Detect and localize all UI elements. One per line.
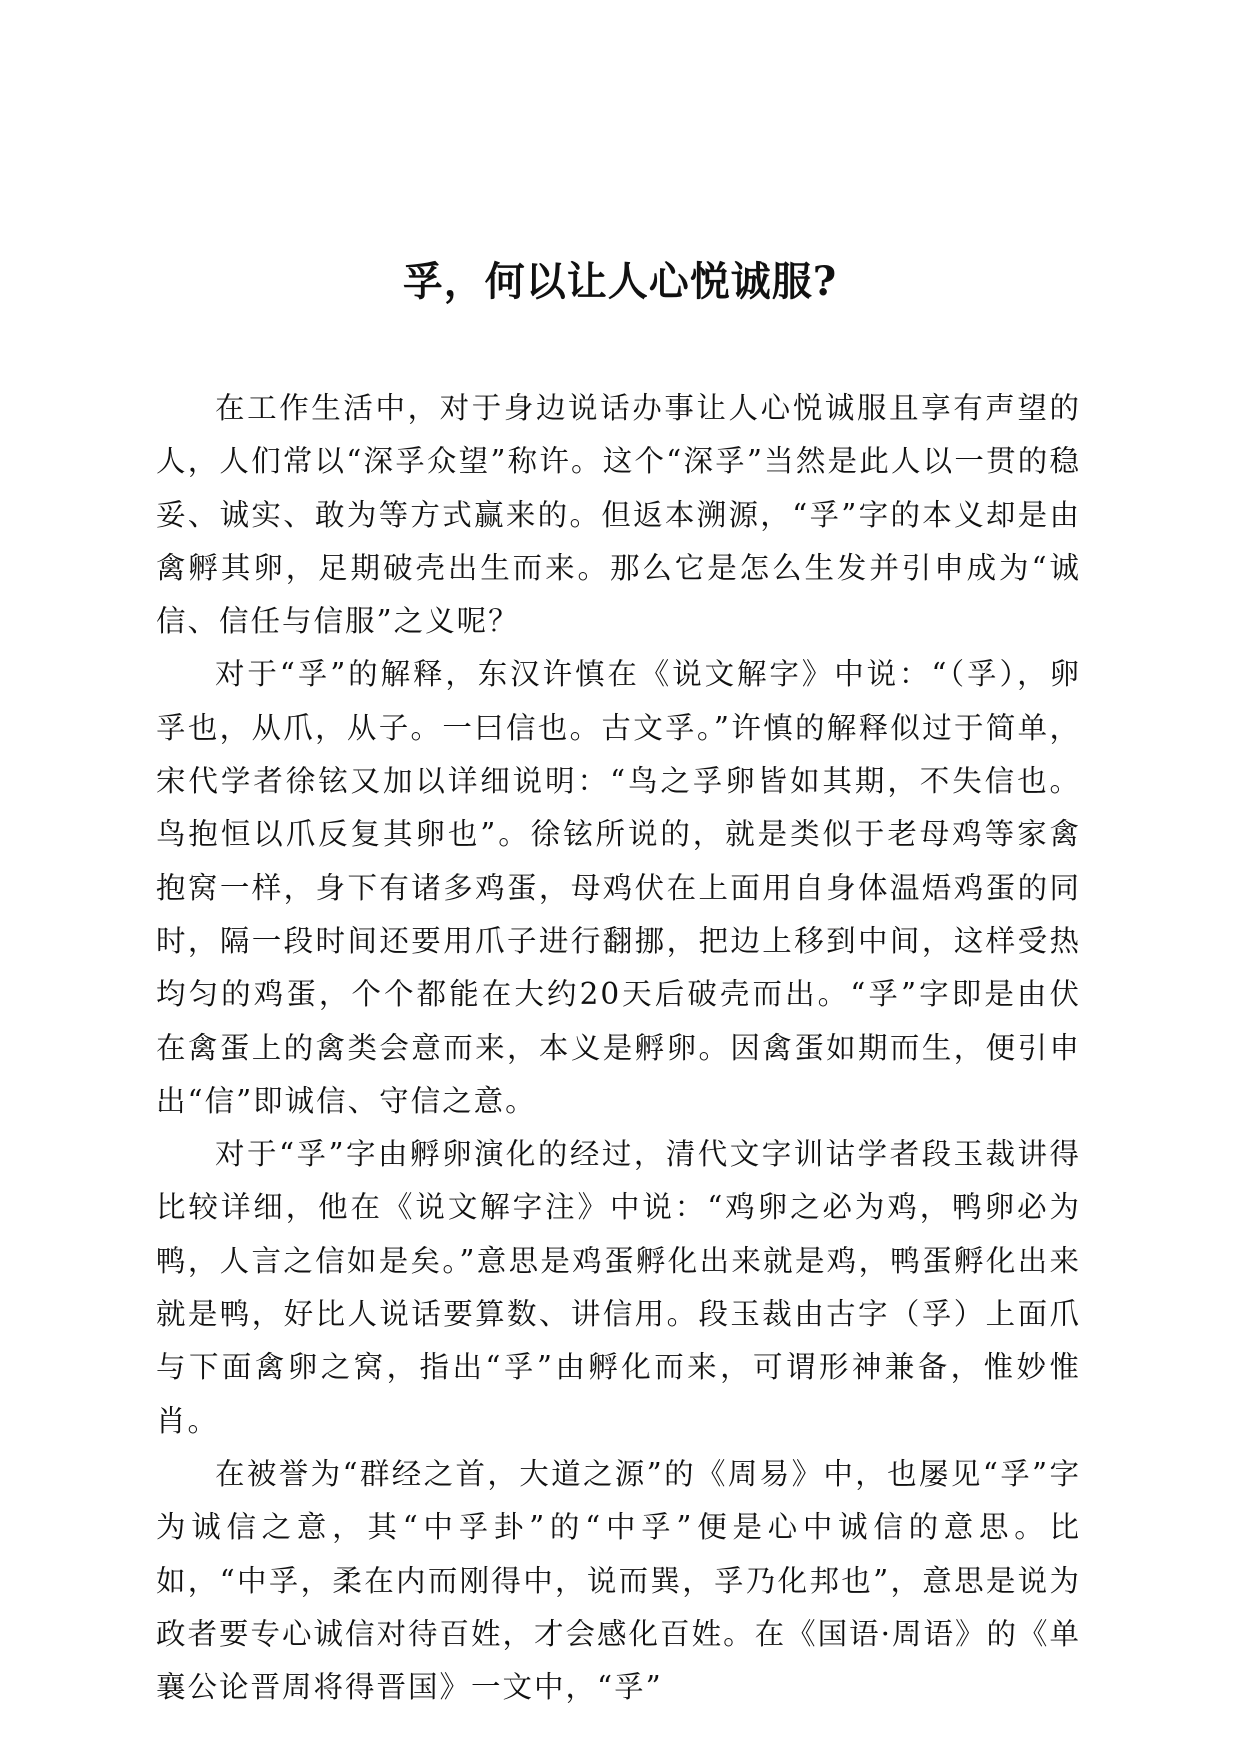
body-text <box>156 382 1081 1714</box>
paragraph-4: 在被誉为“群经之首，大道之源”的《周易》中，也屡见“孚”字为诚信之意，其“中孚卦”的“中孚”便是心中诚信的意思。比如，“中孚，柔在内而刚得中，说而巽，孚乃化邦也”，意思是说为政者要专心诚信对待百姓，才会感化百姓。在《国语·周语》的《单襄公论晋周将得晋国》一文中，“孚” <box>156 1456 1081 1705</box>
paragraph-2: 对于“孚”的解释，东汉许慎在《说文解字》中说：“（孚），卵孚也，从爪，从子。一曰信也。古文孚。”许慎的解释似过于简单，宋代学者徐铉又加以详细说明：“鸟之孚卵皆如其期，不失信也。鸟抱恒以爪反复其卵也”。徐铉所说的，就是类似于老母鸡等家禽抱窝一样，身下有诸多鸡蛋，母鸡伏在上面用自身体温焐鸡蛋的同时，隔一段时间还要用爪子进行翻挪，把边上移到中间，这样受热均匀的鸡蛋，个个都能在大约20天后破壳而出。“孚”字即是由伏在禽蛋上的禽类会意而来，本义是孵卵。因禽蛋如期而生，便引申出“信”即诚信、守信之意。 <box>156 657 1081 1118</box>
paragraph-1: 在工作生活中，对于身边说话办事让人心悦诚服且享有声望的人，人们常以“深孚众望”称许。这个“深孚”当然是此人以一贯的稳妥、诚实、敢为等方式赢来的。但返本溯源，“孚”字的本义却是由禽孵其卵，足期破壳出生而来。那么它是怎么生发并引申成为“诚信、信任与信服”之义呢？ <box>156 391 1081 639</box>
paragraph-3: 对于“孚”字由孵卵演化的经过，清代文字训诂学者段玉裁讲得比较详细，他在《说文解字注》中说：“鸡卵之必为鸡，鸭卵必为鸭，人言之信如是矣。”意思是鸡蛋孵化出来就是鸡，鸭蛋孵化出来就是鸭，好比人说话要算数、讲信用。段玉裁由古字（孚）上面爪与下面禽卵之窝，指出“孚”由孵化而来，可谓形神兼备，惟妙惟肖。 <box>156 1137 1081 1438</box>
page-title: 孚，何以让人心悦诚服? <box>402 258 838 305</box>
